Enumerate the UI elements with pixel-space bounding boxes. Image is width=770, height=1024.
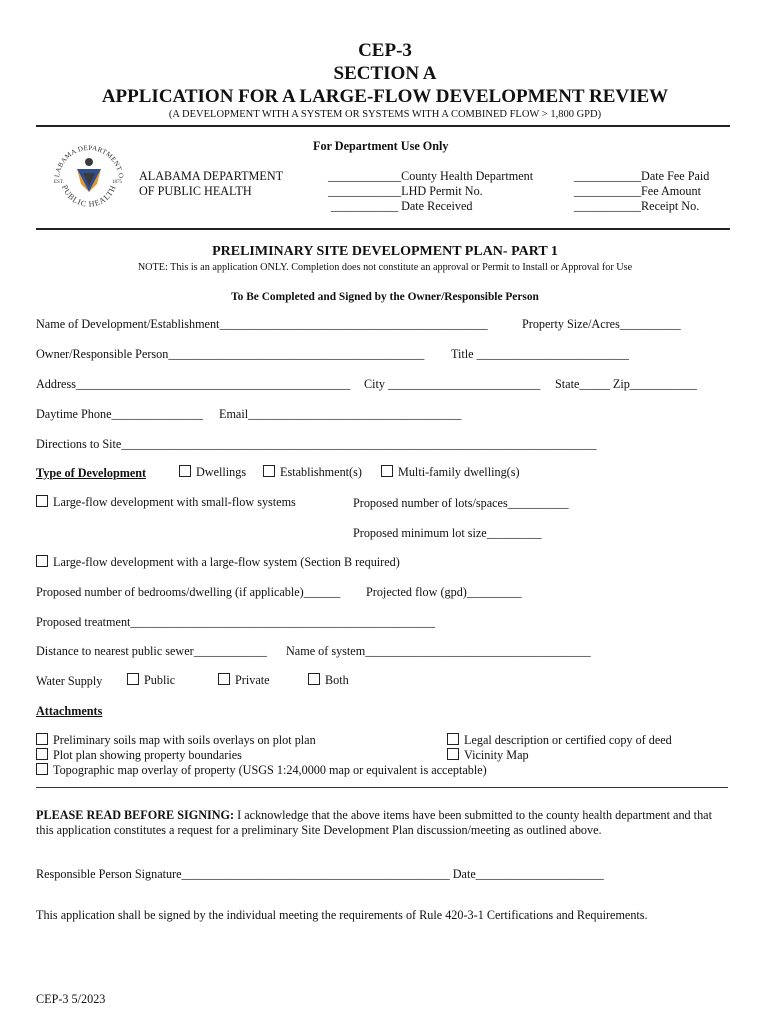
treatment-field[interactable]: Proposed treatment__________________________________________________	[36, 615, 436, 629]
dwellings-checkbox[interactable]	[179, 465, 191, 477]
water-private-label: Private	[235, 673, 270, 687]
water-both-option[interactable]	[308, 673, 349, 688]
seal-arc-top: LABAMA DEPARTMENT O	[53, 143, 126, 179]
footer-code: CEP-3 5/2023	[36, 992, 106, 1006]
page-title: APPLICATION FOR A LARGE-FLOW DEVELOPMENT REVIEW	[101, 86, 669, 107]
county-health-dept-field[interactable]: ____________County Health Department	[328, 169, 534, 183]
form-code: CEP-3	[358, 40, 412, 61]
system-name-field[interactable]: Name of system_____________________________________	[286, 644, 591, 658]
department-use-heading: For Department Use Only	[313, 139, 449, 153]
dwellings-label: Dwellings	[196, 465, 247, 479]
date-received-field[interactable]: ___________ Date Received	[331, 199, 473, 213]
large-flow-option[interactable]	[36, 555, 400, 570]
dwellings-option[interactable]	[179, 465, 246, 480]
signature-date-field[interactable]: Responsible Person Signature____________________________________________ Date_____________________	[36, 867, 604, 881]
water-public-checkbox[interactable]	[127, 673, 139, 685]
lots-field[interactable]: Proposed number of lots/spaces__________	[353, 496, 569, 510]
bedrooms-field[interactable]: Proposed number of bedrooms/dwelling (if applicable)______	[36, 585, 341, 599]
soils-map-label: Preliminary soils map with soils overlays on plot plan	[53, 733, 316, 747]
establishments-option[interactable]	[263, 465, 362, 480]
plot-plan-label: Plot plan showing property boundaries	[53, 748, 242, 762]
min-lot-field[interactable]: Proposed minimum lot size_________	[353, 526, 542, 540]
soils-map-checkbox[interactable]	[36, 733, 48, 745]
legal-description-checkbox[interactable]	[447, 733, 459, 745]
plan-title: PRELIMINARY SITE DEVELOPMENT PLAN- PART 1	[212, 244, 558, 259]
seal-est: EST.	[54, 180, 64, 185]
fee-amount-field[interactable]: ___________Fee Amount	[574, 184, 701, 198]
agency-name-line1: ALABAMA DEPARTMENT	[139, 169, 284, 183]
attachments-divider	[36, 787, 728, 788]
attachment-topo-map[interactable]	[36, 763, 487, 778]
agency-name-line2: OF PUBLIC HEALTH	[139, 184, 252, 198]
topo-map-checkbox[interactable]	[36, 763, 48, 775]
email-field[interactable]: Email___________________________________	[219, 407, 462, 421]
plan-instructions: To Be Completed and Signed by the Owner/Responsible Person	[231, 291, 539, 303]
phone-field[interactable]: Daytime Phone_______________	[36, 407, 203, 421]
adph-seal-icon	[50, 140, 128, 218]
plan-note: NOTE: This is an application ONLY. Completion does not constitute an approval or Permit to Install or Approval for Use	[137, 262, 633, 273]
header-divider	[36, 125, 730, 127]
attachment-vicinity-map[interactable]	[447, 748, 529, 763]
development-name-field[interactable]: Name of Development/Establishment____________________________________________	[36, 317, 488, 331]
page-subtitle: (A DEVELOPMENT WITH A SYSTEM OR SYSTEMS WITH A COMBINED FLOW > 1,800 GPD)	[168, 109, 602, 120]
rule-statement: This application shall be signed by the individual meeting the requirements of Rule 420-3-1 Certifications and Requirements.	[36, 908, 648, 922]
property-size-field[interactable]: Property Size/Acres__________	[522, 317, 681, 331]
large-flow-checkbox[interactable]	[36, 555, 48, 567]
vicinity-map-label: Vicinity Map	[464, 748, 529, 762]
water-private-checkbox[interactable]	[218, 673, 230, 685]
small-flow-label: Large-flow development with small-flow systems	[53, 495, 296, 509]
title-field[interactable]: Title _________________________	[451, 347, 629, 361]
small-flow-checkbox[interactable]	[36, 495, 48, 507]
multifamily-option[interactable]	[381, 465, 520, 480]
water-public-option[interactable]	[127, 673, 175, 688]
seal-year: 1875	[112, 180, 122, 185]
signing-text1: I acknowledge that the above items have been submitted to the county health department and that	[234, 808, 712, 822]
plot-plan-checkbox[interactable]	[36, 748, 48, 760]
department-divider	[36, 228, 730, 230]
multifamily-checkbox[interactable]	[381, 465, 393, 477]
seal-arc-bottom: PUBLIC HEALTH	[60, 183, 118, 209]
small-flow-option[interactable]	[36, 495, 296, 510]
lhd-permit-field[interactable]: ____________LHD Permit No.	[328, 184, 483, 198]
attachments-heading: Attachments	[36, 704, 103, 718]
adph-seal	[50, 140, 128, 218]
address-field[interactable]: Address_____________________________________________	[36, 377, 351, 391]
city-field[interactable]: City _________________________	[364, 377, 541, 391]
date-fee-paid-field[interactable]: ___________Date Fee Paid	[574, 169, 710, 183]
water-both-checkbox[interactable]	[308, 673, 320, 685]
large-flow-label: Large-flow development with a large-flow system (Section B required)	[53, 555, 400, 569]
topo-map-label: Topographic map overlay of property (USGS 1:24,0000 map or equivalent is acceptable)	[53, 763, 487, 777]
attachment-legal-description[interactable]	[447, 733, 672, 748]
state-zip-field[interactable]: State_____ Zip___________	[555, 377, 697, 391]
signing-statement-line1	[36, 808, 712, 823]
water-supply-label: Water Supply	[36, 674, 103, 688]
establishments-label: Establishment(s)	[280, 465, 362, 479]
attachment-soils-map[interactable]	[36, 733, 316, 748]
flow-field[interactable]: Projected flow (gpd)_________	[366, 585, 522, 599]
receipt-no-field[interactable]: ___________Receipt No.	[574, 199, 700, 213]
section-title: SECTION A	[333, 63, 437, 84]
attachment-plot-plan[interactable]	[36, 748, 242, 763]
vicinity-map-checkbox[interactable]	[447, 748, 459, 760]
sewer-distance-field[interactable]: Distance to nearest public sewer____________	[36, 644, 267, 658]
water-both-label: Both	[325, 673, 349, 687]
development-type-label: Type of Development	[36, 466, 147, 480]
owner-field[interactable]: Owner/Responsible Person__________________________________________	[36, 347, 425, 361]
establishments-checkbox[interactable]	[263, 465, 275, 477]
legal-description-label: Legal description or certified copy of deed	[464, 733, 672, 747]
water-private-option[interactable]	[218, 673, 270, 688]
signing-lead: PLEASE READ BEFORE SIGNING:	[36, 808, 235, 822]
water-public-label: Public	[144, 673, 176, 687]
multifamily-label: Multi-family dwelling(s)	[398, 465, 520, 479]
directions-field[interactable]: Directions to Site______________________________________________________________________________	[36, 437, 597, 451]
signing-statement-line2: this application constitutes a request for a preliminary Site Development Plan discussion/meeting as outlined above.	[36, 823, 602, 837]
